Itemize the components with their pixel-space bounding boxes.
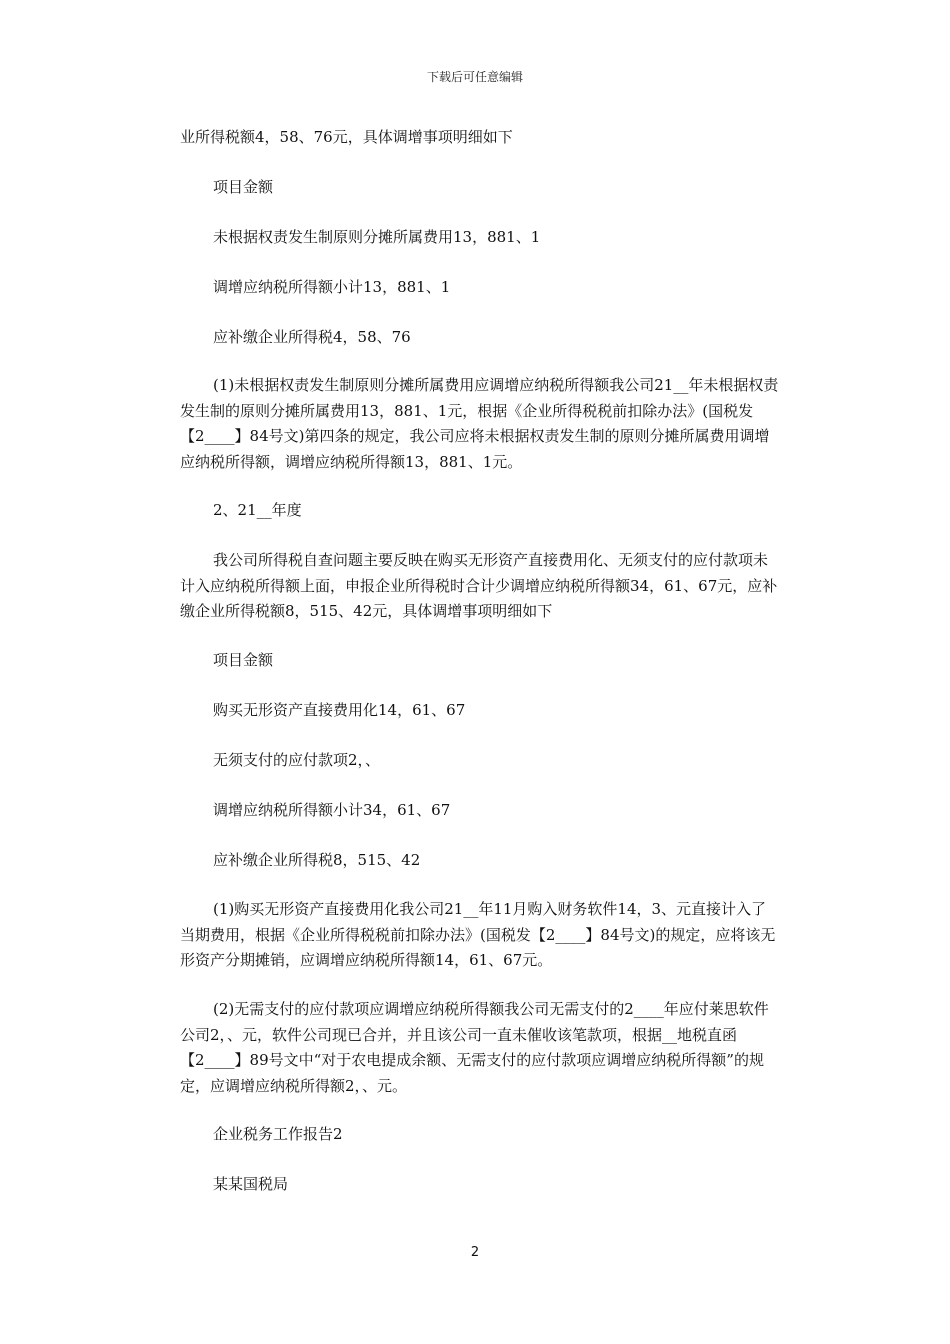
- body-paragraph: 我公司所得税自查问题主要反映在购买无形资产直接费用化、无须支付的应付款项未计入应纳税所得额上面，申报企业所得税时合计少调增应纳税所得额34，61、67元，应补缴企业所得税额8，515、42元，具体调增事项明细如下: [180, 551, 778, 620]
- table-row-line: 无须支付的应付款项2，、: [213, 751, 381, 769]
- table-row-line: 未根据权责发生制原则分摊所属费用13，881、1: [213, 228, 541, 246]
- section-heading: 企业税务工作报告2: [213, 1125, 343, 1143]
- body-paragraph: (2)无需支付的应付款项应调增应纳税所得额我公司无需支付的2____年应付莱思软件公司2，、元，软件公司现已合并，并且该公司一直未催收该笔款项，根据__地税直函【2____】89号文中“对于农电提成余额、无需支付的应付款项应调增应纳税所得额”的规定，应调增应纳税所得额2，、元。: [180, 1000, 769, 1095]
- page-header: 下载后可任意编辑: [426, 70, 523, 84]
- table-row-line: 应补缴企业所得税8，515、42: [213, 851, 421, 869]
- body-paragraph-continuation: 业所得税额4，58、76元，具体调增事项明细如下: [180, 128, 513, 146]
- table-header-line: 项目金额: [213, 178, 274, 196]
- body-line: 某某国税局: [213, 1175, 289, 1193]
- table-header-line: 项目金额: [213, 651, 274, 669]
- page-number: 2: [470, 1245, 480, 1260]
- body-paragraph: (1)购买无形资产直接费用化我公司21__年11月购入财务软件14，3、元直接计入了当期费用，根据《企业所得税税前扣除办法》(国税发【2____】84号文)的规定，应将该无形资产分期摊销，应调增应纳税所得额14，61、67元。: [180, 900, 776, 969]
- table-row-line: 调增应纳税所得额小计13，881、1: [213, 278, 451, 296]
- table-row-line: 购买无形资产直接费用化14，61、67: [213, 701, 466, 719]
- table-row-line: 应补缴企业所得税4，58、76: [213, 328, 411, 346]
- body-paragraph: (1)未根据权责发生制原则分摊所属费用应调增应纳税所得额我公司21__年未根据权责发生制的原则分摊所属费用13，881、1元，根据《企业所得税税前扣除办法》(国税发【2____】84号文)第四条的规定，我公司应将未根据权责发生制的原则分摊所属费用调增应纳税所得额，调增应纳税所得额13，881、1元。: [180, 376, 779, 471]
- table-row-line: 调增应纳税所得额小计34，61、67: [213, 801, 451, 819]
- section-heading: 2、21__年度: [213, 501, 302, 519]
